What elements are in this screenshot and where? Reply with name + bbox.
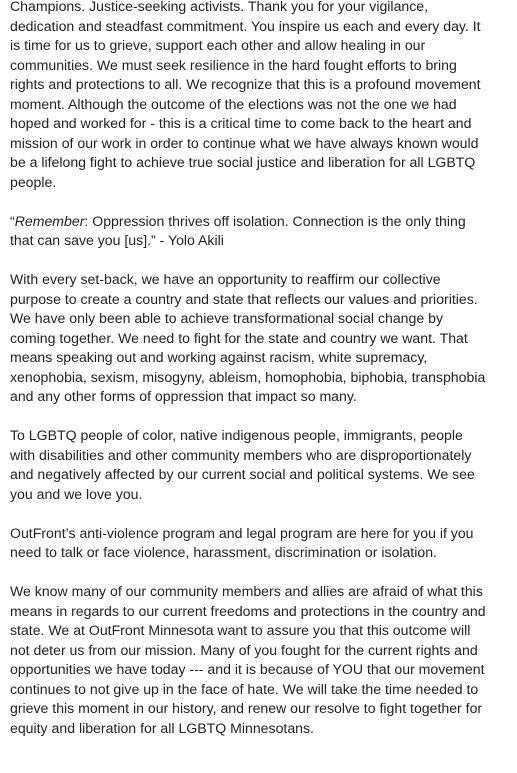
quote-text: : Oppression thrives off isolation. Connection is the only thing that can save you [us].” - Yolo Akili	[10, 212, 466, 248]
paragraph-programs: OutFront’s anti-violence program and legal program are here for you if you need to talk or face violence, harassment, discrimination or isolation.	[10, 524, 474, 560]
paragraph-setback: With every set-back, we have an opportunity to reaffirm our collective purpose to create a country and state that reflects our values and priorities. We have only been able to achieve transformational social change by coming together. We need to fight for the state and country we want. That means speaking out and working against racism, white supremacy, xenophobia, sexism, misogyny, ableism, homophobia, biphobia, transphobia and any other forms of oppression that impact so many.	[10, 271, 486, 404]
paragraph-lgbtq-people: To LGBTQ people of color, native indigenous people, immigrants, people with disabilities and other community members who are disproportionately and negatively affected by our current social and political systems. We see you and we love you.	[10, 427, 475, 502]
letter-body	[10, 0, 510, 738]
paragraph-community: We know many of our community members and allies are afraid of what this means in regards to our current freedoms and protections in the country and state. We at OutFront Minnesota want to assure you that this outcome will not deter us from our mission. Many of you fought for the current rights and opportunities we have today --- and it is because of YOU that our movement continues to not give up in the face of hate. We will take the time needed to grieve this moment in our history, and renew our resolve to fight together for equity and liberation for all LGBTQ Minnesotans.	[10, 583, 486, 736]
paragraph-champions: Champions. Justice-seeking activists. Thank you for your vigilance, dedication and steadfast commitment. You inspire us each and every day. It is time for us to grieve, support each other and allow healing in our communities. We must seek resilience in the hard fought efforts to bring rights and protections to all. We recognize that this is a profound movement moment. Although the outcome of the elections was not the one we had hoped and worked for - this is a critical time to come back to the heart and mission of our work in order to continue what we have always known would be a lifelong fight to achieve true social justice and liberation for all LGBTQ people.	[10, 0, 481, 190]
paragraph-quote	[10, 212, 510, 251]
quote-emphasis: Remember	[14, 212, 85, 229]
quote-open-mark: “	[10, 212, 15, 229]
